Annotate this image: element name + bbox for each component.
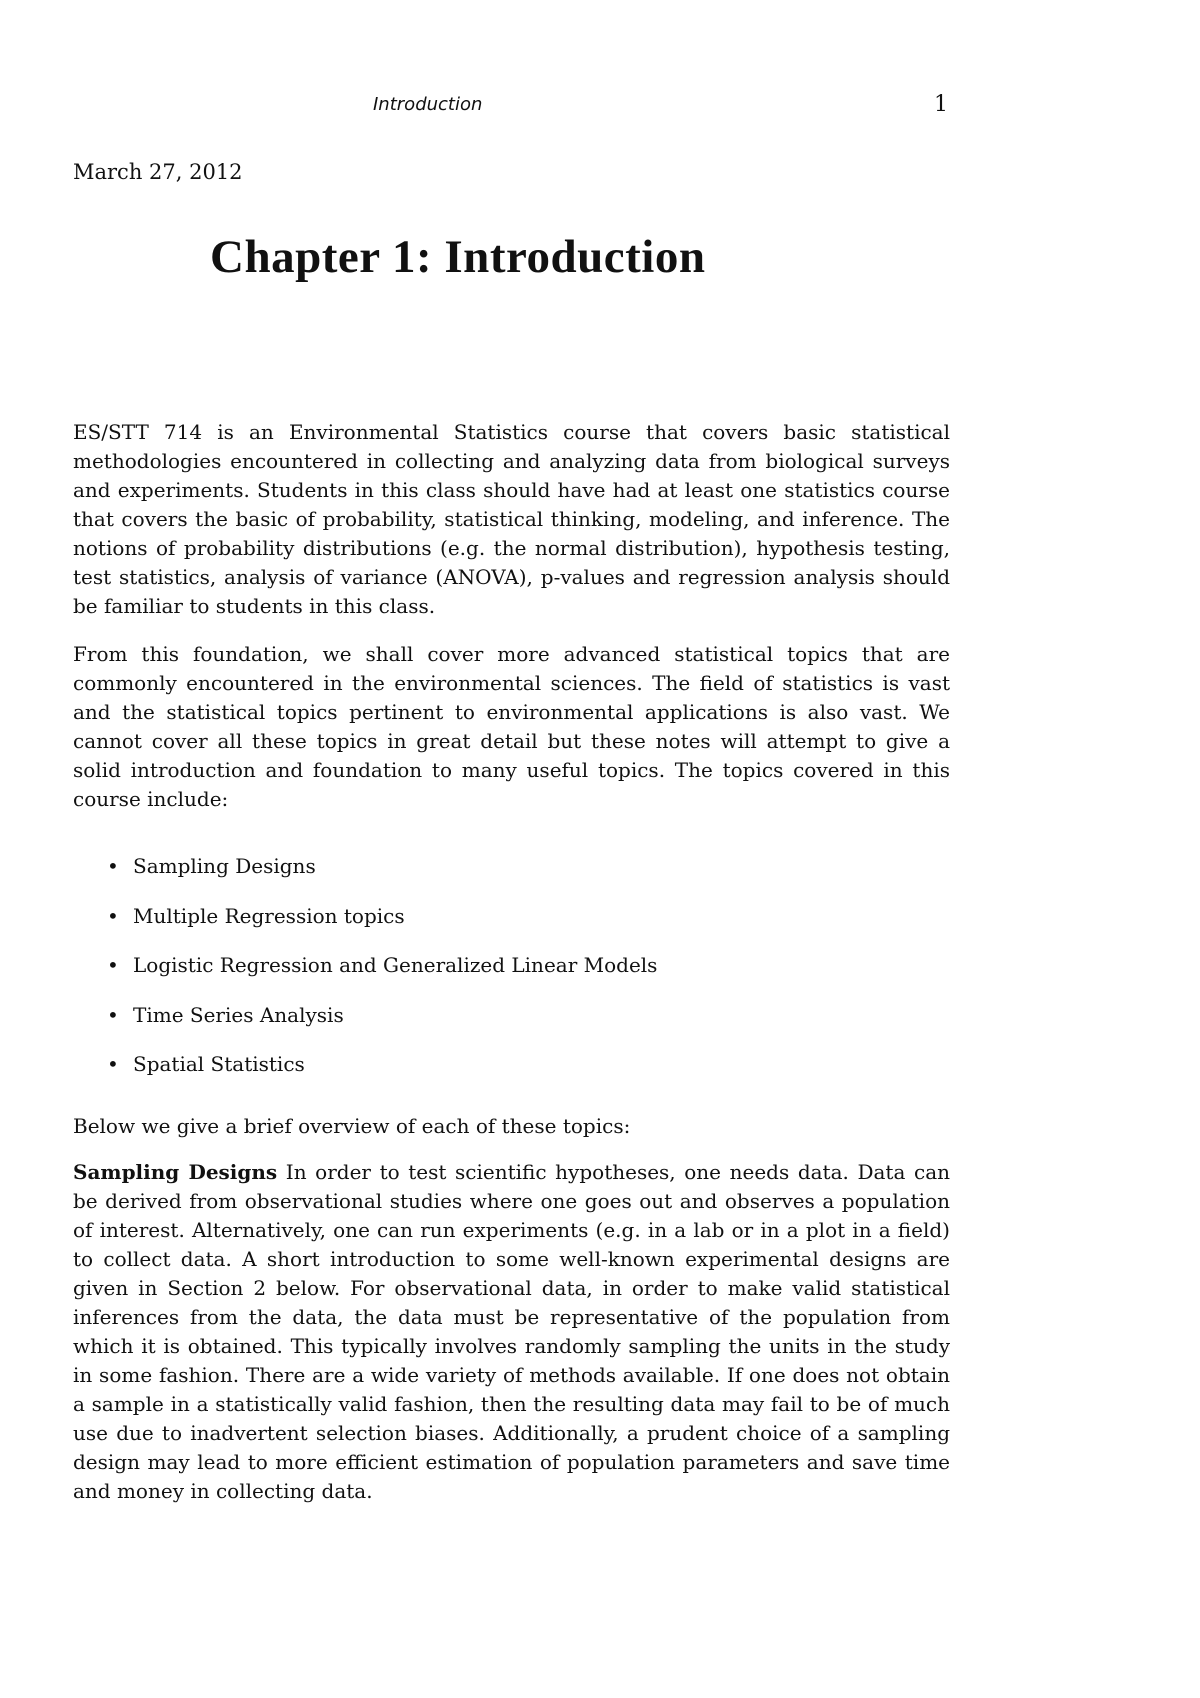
bullet-icon: • [107, 953, 119, 977]
running-head: Introduction [373, 94, 483, 115]
list-item [104, 1050, 657, 1100]
list-item [104, 951, 657, 1001]
sampling-designs-text: In order to test scientific hypotheses, one needs data. Data can be derived from observational studies where one goes out and observes a population of interest. Alternatively, one can run experiments (e.g. in a lab or in a plot in a field) to collect data. A short introduction to some well-known experimental designs are given in Section 2 below. For observational data, in order to make valid statistical inferences from the data, the data must be representative of the population from which it is obtained. This typically involves randomly sampling the units in the study in some fashion. There are a wide variety of methods available. If one does not obtain a sample in a statistically valid fashion, then the resulting data may fail to be of much use due to inadvertent selection biases. Additionally, a prudent choice of a sampling design may lead to more efficient estimation of population parameters and save time and money in collecting data. [73, 1160, 950, 1503]
foundation-paragraph: From this foundation, we shall cover more advanced statistical topics that are commonly encountered in the environmental sciences. The field of statistics is vast and the statistical topics pertinent to environmental applications is also vast. We cannot cover all these topics in great detail but these notes will attempt to give a solid introduction and foundation to many useful topics. The topics covered in this course include: [73, 642, 950, 811]
overview-paragraph: Below we give a brief overview of each of these topics: [73, 1114, 631, 1138]
topic-label: Time Series Analysis [133, 1002, 344, 1027]
bullet-icon: • [107, 1002, 119, 1027]
sampling-designs-paragraph [73, 1158, 950, 1506]
topic-label: Sampling Designs [133, 854, 316, 878]
topic-label: Spatial Statistics [133, 1052, 305, 1076]
list-item [104, 852, 657, 902]
bullet-icon: • [107, 854, 119, 878]
topic-label: Multiple Regression topics [133, 903, 405, 928]
list-item [104, 902, 657, 952]
page-number: 1 [934, 92, 948, 117]
bullet-icon: • [107, 903, 119, 928]
topic-label: Logistic Regression and Generalized Linear Models [133, 953, 658, 977]
intro-paragraph: ES/STT 714 is an Environmental Statistics course that covers basic statistical methodologies encountered in collecting and analyzing data from biological surveys and experiments. Students in this class should have had at least one statistics course that covers the basic of probability, statistical thinking, modeling, and inference. The notions of probability distributions (e.g. the normal distribution), hypothesis testing, test statistics, analysis of variance (ANOVA), p-values and regression analysis should be familiar to students in this class. [73, 420, 950, 618]
list-item [104, 1001, 657, 1051]
chapter-title: Chapter 1: Introduction [210, 231, 706, 283]
topic-list [104, 852, 657, 1100]
document-date: March 27, 2012 [73, 160, 243, 184]
sampling-designs-heading: Sampling Designs [73, 1160, 278, 1184]
bullet-icon: • [107, 1052, 119, 1076]
